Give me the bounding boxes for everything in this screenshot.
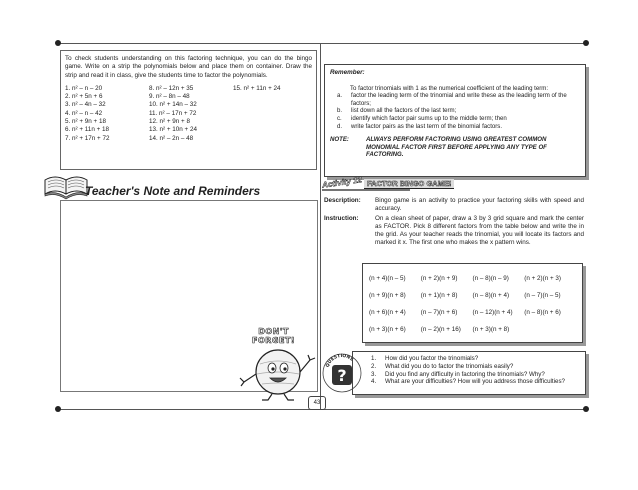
polynomial-item: 6. n² + 11n + 18 (65, 126, 109, 134)
polynomial-item: 15. n² + 11n + 24 (233, 84, 281, 92)
remember-item-letter: d. (337, 122, 343, 130)
question-number: 4. (371, 378, 377, 386)
bingo-row (369, 270, 576, 287)
bingo-factor: (n – 2)(n + 16) (420, 326, 461, 333)
remember-intro: To factor trinomials with 1 as the numerical coefficient of the leading term: (350, 84, 549, 92)
vertical-divider (320, 43, 321, 409)
question-item (371, 378, 581, 386)
bingo-factor: (n + 3)(n + 8) (472, 326, 510, 333)
questions-icon-mark: ? (337, 366, 347, 385)
bingo-factor: (n – 8)(n – 9) (472, 275, 509, 282)
question-number: 3. (371, 370, 377, 378)
remember-item-text: write factor pairs as the last term of the binomial factors. (351, 122, 503, 130)
polynomial-column-2 (149, 85, 233, 143)
question-number: 1. (371, 355, 377, 362)
dont-forget-line-1: DON'T (258, 327, 289, 336)
dont-forget-line-2: FORGET! (252, 336, 296, 345)
remember-note-label: NOTE: (330, 136, 349, 144)
polynomial-column-1 (65, 85, 149, 143)
intro-box (60, 50, 317, 170)
remember-item (337, 115, 580, 123)
polynomial-item: 11. n² – 17n + 72 (149, 109, 197, 117)
instruction-label: Instruction: (324, 214, 359, 222)
activity-label: Activity 12 (321, 175, 363, 190)
question-number: 2. (371, 362, 377, 370)
polynomial-item: 13. n² + 10n + 24 (149, 126, 197, 134)
description-label: Description: (324, 197, 361, 204)
polynomial-item: 12. n² + 9n + 8 (149, 118, 190, 126)
dont-forget-label (252, 327, 295, 345)
polynomial-column-3 (233, 85, 313, 143)
bingo-factor: (n – 8)(n + 4) (472, 292, 510, 299)
bingo-row (369, 304, 576, 321)
remember-note-text: ALWAYS PERFORM FACTORING USING GREATEST COMMON MONOMIAL FACTOR FIRST BEFORE APPLYING ANY TYPE OF FACTORING. (366, 136, 547, 159)
top-right-dot (583, 40, 589, 46)
bingo-factor-table (362, 263, 583, 343)
intro-text: To check students understanding on this factoring technique, you can do the bingo game. Write on a strip the polynomials below and place them on container. Draw the strip and read it in class, give the students time to factor the polynomials. (65, 55, 312, 79)
bingo-factor: (n + 2)(n + 9) (420, 275, 458, 282)
bingo-factor: (n + 6)(n + 4) (369, 309, 406, 316)
open-book-icon (43, 170, 89, 200)
bingo-factor: (n + 9)(n + 8) (369, 292, 406, 299)
polynomial-list (65, 85, 312, 143)
polynomial-item: 7. n² + 17n + 72 (65, 134, 110, 142)
instruction-row (324, 215, 584, 248)
top-left-dot (55, 40, 61, 46)
polynomial-item: 9. n² – 8n – 48 (149, 93, 190, 101)
bingo-factor: (n – 7)(n + 6) (420, 309, 458, 316)
teachers-note-title: Teacher's Note and Reminders (85, 184, 261, 198)
remember-item-text: identify which factor pair sums up to the middle term; then (351, 114, 507, 122)
description-text: Bingo game is an activity to practice your factoring skills with speed and accuracy. (375, 197, 584, 213)
instruction-text: On a clean sheet of paper, draw a 3 by 3 grid square and mark the center as FACTOR. Pick 8 different factors from the table below and write the in the grid. As your teacher reads the trinomial, you will locate its factors and marked it x. The first one who makes the x pattern wins. (375, 214, 584, 247)
polynomial-item: 5. n² + 9n + 18 (65, 118, 106, 126)
bottom-left-dot (55, 406, 61, 412)
polynomial-item: 14. n² – 2n – 48 (149, 134, 194, 142)
remember-item (337, 107, 580, 115)
polynomial-item: 3. n² – 4n – 32 (65, 101, 106, 109)
question-text: What did you do to factor the trinomials easily? (385, 362, 514, 370)
questions-icon-label: QUESTIONS (325, 353, 354, 369)
remember-item-text: list down all the factors of the last term; (351, 107, 457, 115)
description-row (324, 197, 584, 214)
remember-item (337, 123, 580, 131)
bingo-row (369, 321, 576, 338)
remember-label: Remember: (330, 69, 365, 76)
activity-title: FACTOR BINGO GAME! (364, 179, 454, 189)
bottom-right-dot (583, 406, 589, 412)
polynomial-item: 4. n² – n – 42 (65, 109, 103, 117)
polynomial-item: 1. n² – n – 20 (65, 84, 103, 92)
bingo-factor: (n + 2)(n + 3) (524, 275, 561, 282)
question-text: What are your difficulties? How will you address those difficulties? (385, 378, 565, 386)
activity-details (324, 197, 584, 249)
question-text: How did you factor the trinomials? (385, 355, 479, 362)
question-item (371, 371, 581, 379)
top-rule (58, 43, 587, 44)
question-text: Did you find any difficulty in factoring the trinomials? Why? (385, 370, 545, 378)
questions-box (352, 351, 586, 395)
bingo-factor: (n + 3)(n + 6) (369, 326, 406, 333)
bingo-row (369, 287, 576, 304)
remember-item (337, 92, 580, 107)
remember-item-letter: a. (337, 92, 343, 100)
bingo-factor: (n – 8)(n + 6) (524, 309, 561, 316)
question-item (371, 355, 581, 363)
polynomial-item: 2. n² + 5n + 6 (65, 93, 103, 101)
remember-item-letter: b. (337, 107, 343, 115)
bingo-factor: (n + 4)(n – 5) (369, 275, 406, 282)
page-number: 43 (308, 396, 326, 410)
polynomial-item: 8. n² – 12n + 35 (149, 84, 194, 92)
remember-box (324, 64, 586, 177)
remember-item-letter: c. (337, 114, 342, 122)
remember-note (330, 136, 580, 159)
question-item (371, 363, 581, 371)
bingo-factor: (n – 12)(n + 4) (472, 309, 513, 316)
remember-item-text: factor the leading term of the trinomial and write these as the leading term of the factors; (351, 92, 567, 107)
polynomial-item: 10. n² + 14n – 32 (149, 101, 197, 109)
bingo-factor: (n + 1)(n + 8) (420, 292, 458, 299)
bingo-factor: (n – 7)(n – 5) (524, 292, 561, 299)
